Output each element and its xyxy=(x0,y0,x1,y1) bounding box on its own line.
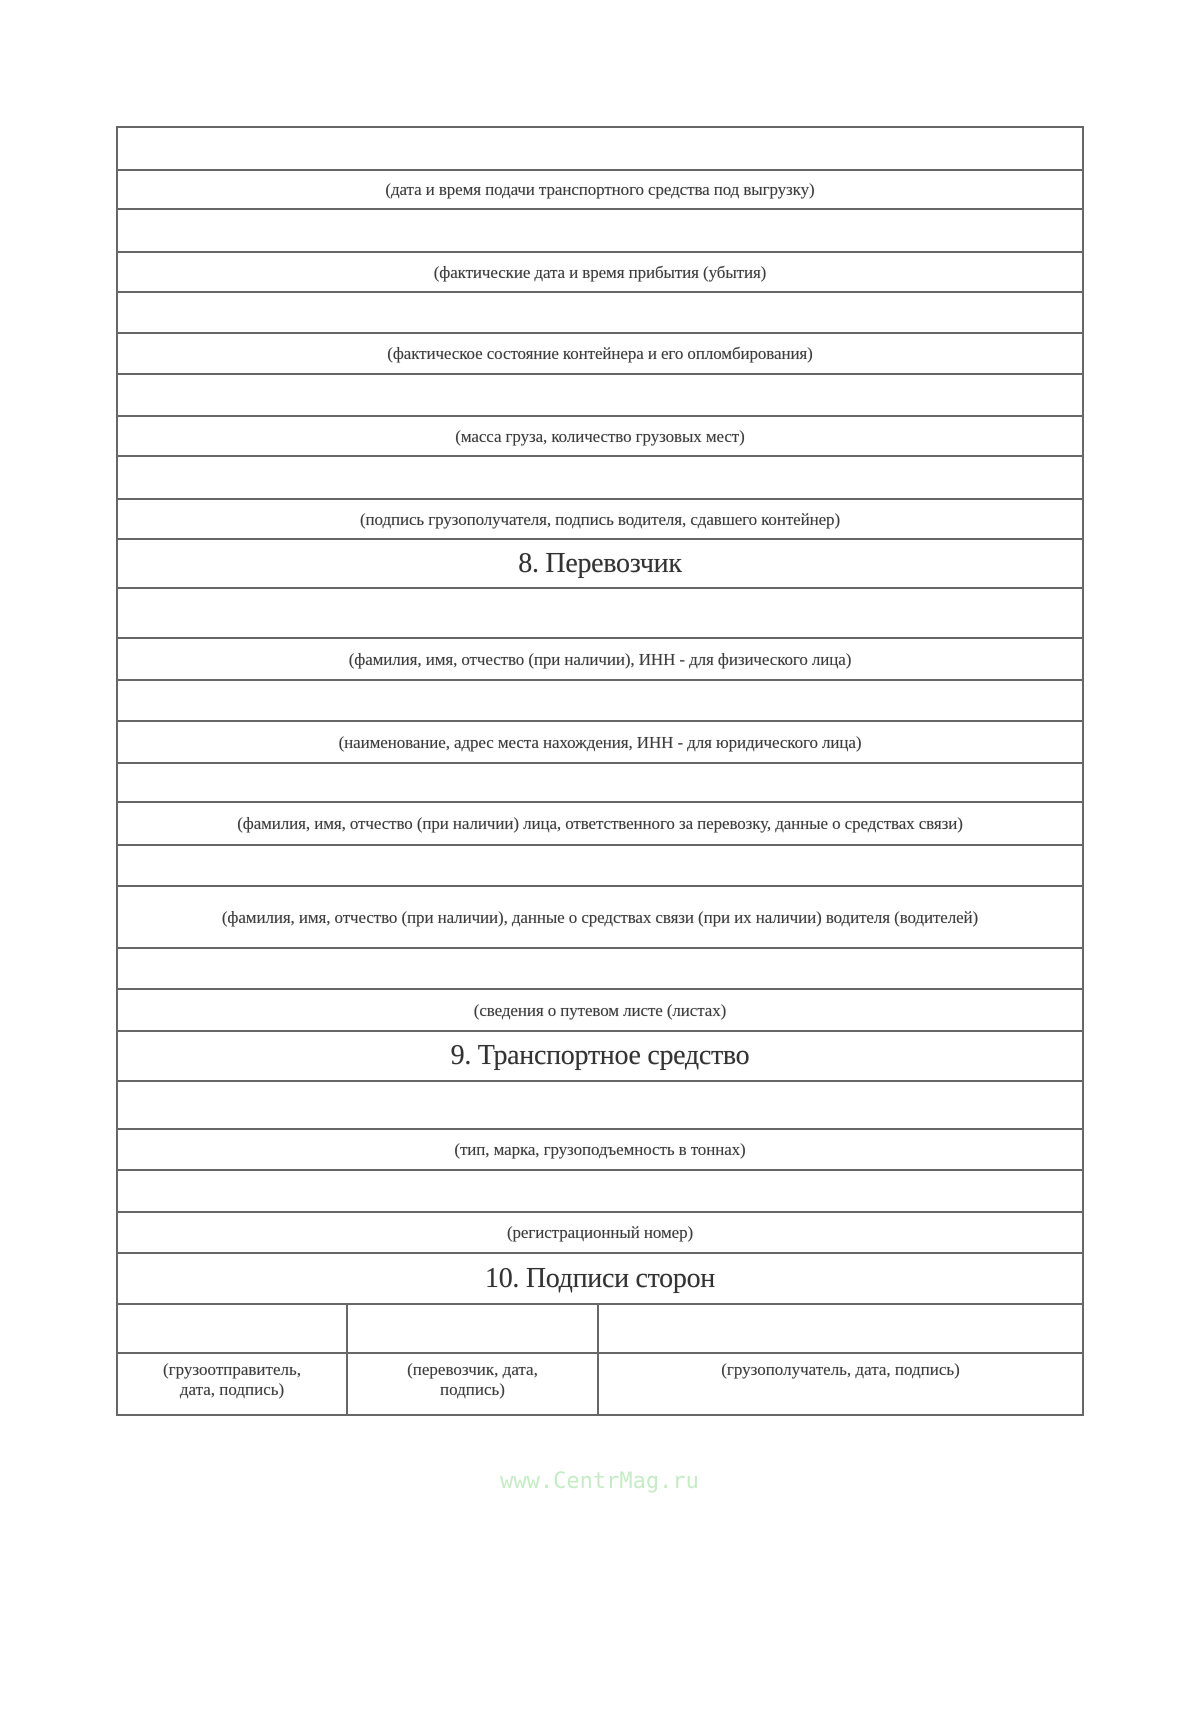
field-label-consignee-driver-signature: (подпись грузополучателя, подпись водителя, сдавшего контейнер) xyxy=(359,509,841,529)
field-label-unloading-time: (дата и время подачи транспортного средства под выгрузку) xyxy=(385,180,815,199)
signature-cell-carrier xyxy=(348,1354,599,1414)
signature-value-shipper xyxy=(118,1305,348,1352)
signature-value-carrier xyxy=(348,1305,599,1352)
field-value-cargo-mass xyxy=(118,375,1082,417)
field-label-carrier-legal-entity: (наименование, адрес места нахождения, ИНН - для юридического лица) xyxy=(338,732,862,752)
field-label-row xyxy=(118,722,1082,764)
field-label-row xyxy=(118,1130,1082,1171)
signature-value-consignee xyxy=(599,1305,1082,1352)
field-label-arrival-departure: (фактические дата и время прибытия (убытия) xyxy=(433,262,767,282)
section-heading-row xyxy=(118,1254,1082,1305)
signature-label-carrier: (перевозчик, дата, подпись) xyxy=(407,1360,538,1399)
signature-value-row xyxy=(118,1305,1082,1354)
field-value-container-state xyxy=(118,293,1082,334)
field-label-waybill-sheet: (сведения о путевом листе (листах) xyxy=(473,1000,727,1020)
section-heading-row xyxy=(118,1032,1082,1082)
field-label-row xyxy=(118,639,1082,681)
signature-cell-consignee xyxy=(599,1354,1082,1414)
field-label-responsible-person: (фамилия, имя, отчество (при наличии) лица, ответственного за перевозку, данные о средствах связи) xyxy=(237,814,963,833)
field-value-unloading-time xyxy=(118,128,1082,171)
field-value-waybill-sheet xyxy=(118,949,1082,990)
field-label-vehicle-type: (тип, марка, грузоподъемность в тоннах) xyxy=(454,1140,746,1159)
field-label-carrier-individual: (фамилия, имя, отчество (при наличии), ИНН - для физического лица) xyxy=(348,649,852,669)
field-value-arrival-departure xyxy=(118,210,1082,253)
field-value-carrier-individual xyxy=(118,589,1082,639)
field-label-row xyxy=(118,334,1082,375)
section-title-signatures: 10. Подписи сторон xyxy=(485,1262,715,1294)
field-label-row xyxy=(118,417,1082,457)
field-label-cargo-mass: (масса груза, количество грузовых мест) xyxy=(455,426,745,446)
field-label-registration-number: (регистрационный номер) xyxy=(506,1223,694,1242)
field-label-row xyxy=(118,803,1082,846)
section-heading-row xyxy=(118,540,1082,589)
field-value-registration-number xyxy=(118,1171,1082,1213)
field-label-driver: (фамилия, имя, отчество (при наличии), данные о средствах связи (при их наличии) водителя (водителей) xyxy=(221,907,979,927)
watermark-text: www.CentrMag.ru xyxy=(500,1469,699,1494)
field-value-consignee-driver-signature xyxy=(118,457,1082,500)
field-label-row xyxy=(118,171,1082,210)
signature-cell-shipper xyxy=(118,1354,348,1414)
field-label-row xyxy=(118,500,1082,540)
field-label-row xyxy=(118,887,1082,949)
section-title-vehicle: 9. Транспортное средство xyxy=(450,1040,750,1071)
field-label-row xyxy=(118,1213,1082,1254)
section-title-carrier: 8. Перевозчик xyxy=(518,547,682,579)
waybill-form-table xyxy=(116,126,1084,1416)
field-label-container-state: (фактическое состояние контейнера и его опломбирования) xyxy=(387,344,813,363)
signature-label-row xyxy=(118,1354,1082,1416)
field-value-carrier-legal-entity xyxy=(118,681,1082,722)
field-value-responsible-person xyxy=(118,764,1082,803)
field-value-driver xyxy=(118,846,1082,887)
field-label-row xyxy=(118,253,1082,293)
field-value-vehicle-type xyxy=(118,1082,1082,1130)
signature-label-consignee: (грузополучатель, дата, подпись) xyxy=(721,1360,960,1379)
signature-label-shipper: (грузоотправитель, дата, подпись) xyxy=(163,1360,301,1399)
field-label-row xyxy=(118,990,1082,1032)
